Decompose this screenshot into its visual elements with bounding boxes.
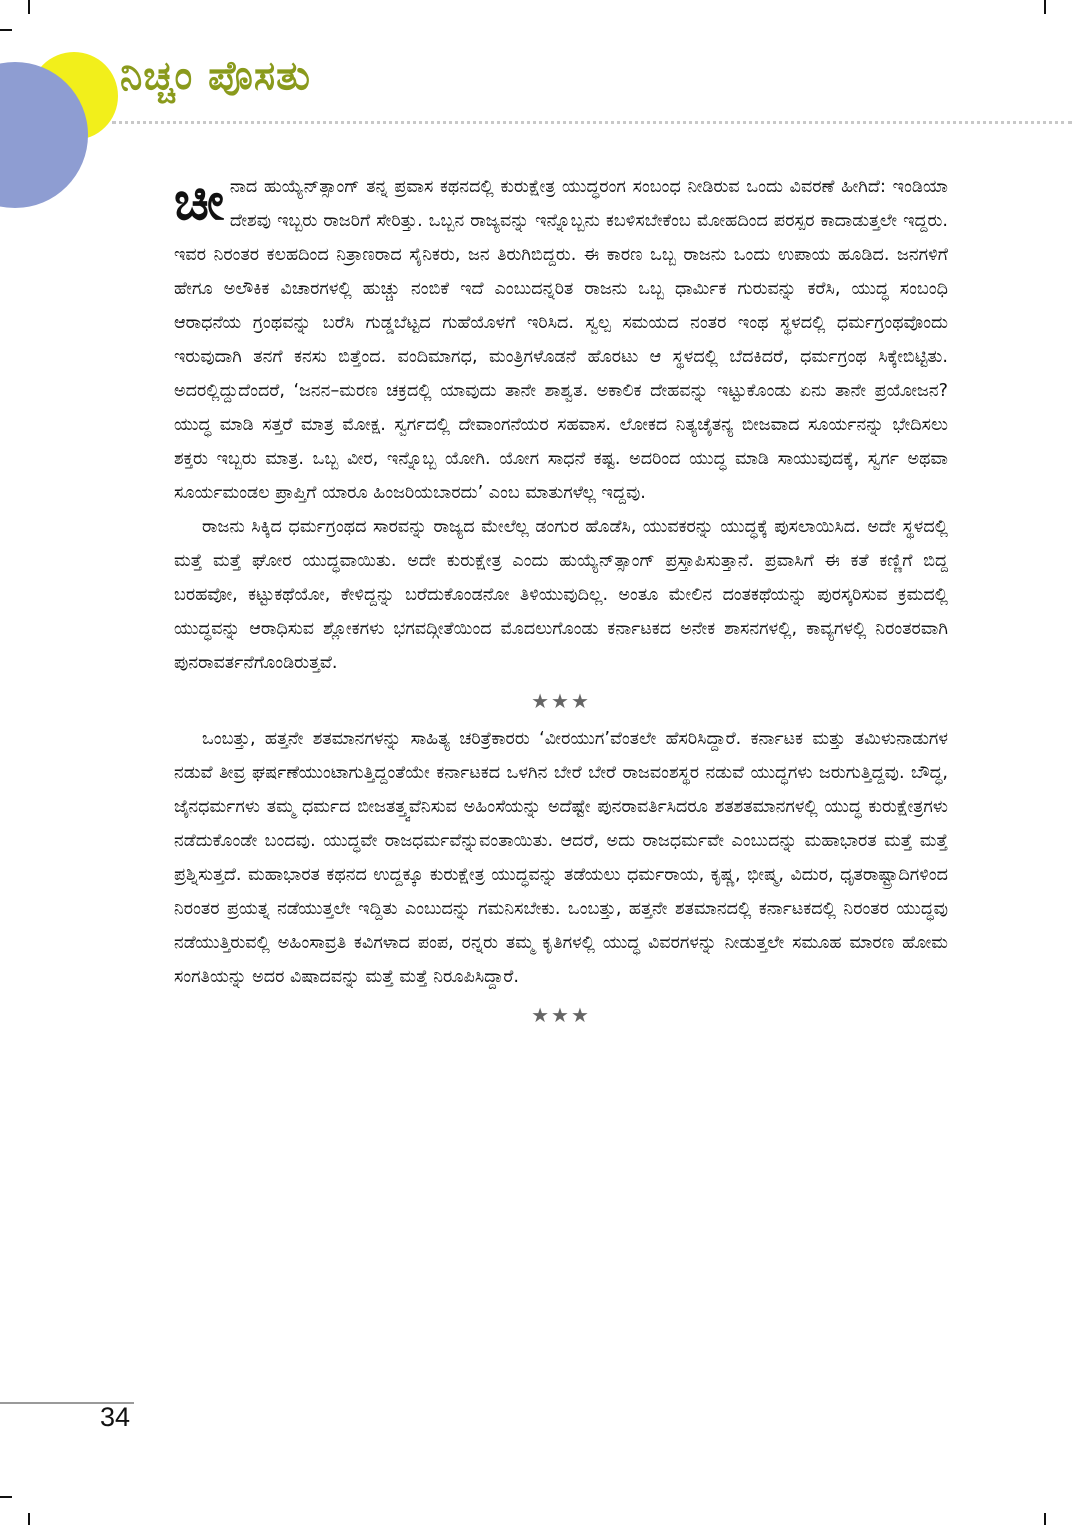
paragraph-1: [174, 170, 948, 510]
crop-mark-bottom-right: [1044, 1513, 1046, 1525]
crop-mark-top-left: [28, 0, 30, 14]
crop-mark-bottom-left: [28, 1513, 30, 1525]
crop-mark-left-lower: [0, 1496, 12, 1498]
article-body: [174, 170, 948, 1036]
section-separator-stars: ★★★: [531, 1003, 591, 1027]
crop-mark-top-right: [1044, 0, 1046, 14]
section-title: ನಿಚ್ಚಂ ಪೊಸತು: [120, 52, 312, 99]
crop-mark-left-upper: [0, 29, 12, 31]
paragraph-1-text: ನಾದ ಹುಯ್ಯೆನ್‌ತ್ಸಾಂಗ್ ತನ್ನ ಪ್ರವಾಸ ಕಥನದಲ್ಲಿ ಕುರುಕ್ಷೇತ್ರ ಯುದ್ಧರಂಗ ಸಂಬಂಧ ನೀಡಿರುವ ಒಂದು ವಿವರಣೆ ಹೀಗಿದೆ: ಇಂಡಿಯಾ ದೇಶವು ಇಬ್ಬರು ರಾಜರಿಗೆ ಸೇರಿತ್ತು. ಒಬ್ಬನ ರಾಜ್ಯವನ್ನು ಇನ್ನೊಬ್ಬನು ಕಬಳಿಸಬೇಕೆಂಬ ಮೋಹದಿಂದ ಪರಸ್ಪರ ಕಾದಾಡುತ್ತಲೇ ಇದ್ದರು. ಇವರ ನಿರಂತರ ಕಲಹದಿಂದ ನಿತ್ರಾಣರಾದ ಸೈನಿಕರು, ಜನ ತಿರುಗಿಬಿದ್ದರು. ಈ ಕಾರಣ ಒಬ್ಬ ರಾಜನು ಒಂದು ಉಪಾಯ ಹೂಡಿದ. ಜನಗಳಿಗೆ ಹೇಗೂ ಅಲೌಕಿಕ ವಿಚಾರಗಳಲ್ಲಿ ಹುಚ್ಚು ನಂಬಿಕೆ ಇದೆ ಎಂಬುದನ್ನರಿತ ರಾಜನು ಒಬ್ಬ ಧಾರ್ಮಿಕ ಗುರುವನ್ನು ಕರೆಸಿ, ಯುದ್ಧ ಸಂಬಂಧಿ ಆರಾಧನೆಯ ಗ್ರಂಥವನ್ನು ಬರೆಸಿ ಗುಡ್ಡಬೆಟ್ಟದ ಗುಹೆಯೊಳಗೆ ಇರಿಸಿದ. ಸ್ವಲ್ಪ ಸಮಯದ ನಂತರ ಇಂಥ ಸ್ಥಳದಲ್ಲಿ ಧರ್ಮಗ್ರಂಥವೊಂದು ಇರುವುದಾಗಿ ತನಗೆ ಕನಸು ಬಿತ್ತೆಂದ. ವಂದಿಮಾಗಧ, ಮಂತ್ರಿಗಳೊಡನೆ ಹೊರಟು ಆ ಸ್ಥಳದಲ್ಲಿ ಬೆದಕಿದರೆ, ಧರ್ಮಗ್ರಂಥ ಸಿಕ್ಕೇಬಿಟ್ಟಿತು. ಅದರಲ್ಲಿದ್ದುದೆಂದರೆ, ‘ಜನನ–ಮರಣ ಚಕ್ರದಲ್ಲಿ ಯಾವುದು ತಾನೇ ಶಾಶ್ವತ. ಅಕಾಲಿಕ ದೇಹವನ್ನು ಇಟ್ಟುಕೊಂಡು ಏನು ತಾನೇ ಪ್ರಯೋಜನ? ಯುದ್ಧ ಮಾಡಿ ಸತ್ತರೆ ಮಾತ್ರ ಮೋಕ್ಷ. ಸ್ವರ್ಗದಲ್ಲಿ ದೇವಾಂಗನೆಯರ ಸಹವಾಸ. ಲೋಕದ ನಿತ್ಯಚೈತನ್ಯ ಬೀಜವಾದ ಸೂರ್ಯನನ್ನು ಭೇದಿಸಲು ಶಕ್ತರು ಇಬ್ಬರು ಮಾತ್ರ. ಒಬ್ಬ ವೀರ, ಇನ್ನೊಬ್ಬ ಯೋಗಿ. ಯೋಗ ಸಾಧನೆ ಕಷ್ಟ. ಅದರಿಂದ ಯುದ್ಧ ಮಾಡಿ ಸಾಯುವುದಕ್ಕೆ, ಸ್ವರ್ಗ ಅಥವಾ ಸೂರ್ಯಮಂಡಲ ಪ್ರಾಪ್ತಿಗೆ ಯಾರೂ ಹಿಂಜರಿಯಬಾರದು’ ಎಂಬ ಮಾತುಗಳೆಲ್ಲ ಇದ್ದವು.: [174, 177, 948, 503]
drop-cap: ಚೀ: [174, 172, 224, 232]
paragraph-3: ಒಂಬತ್ತು, ಹತ್ತನೇ ಶತಮಾನಗಳನ್ನು ಸಾಹಿತ್ಯ ಚರಿತ್ರೆಕಾರರು ‘ವೀರಯುಗ’ವೆಂತಲೇ ಹೆಸರಿಸಿದ್ದಾರೆ. ಕರ್ನಾಟಕ ಮತ್ತು ತಮಿಳುನಾಡುಗಳ ನಡುವೆ ತೀವ್ರ ಘರ್ಷಣೆಯುಂಟಾಗುತ್ತಿದ್ದಂತೆಯೇ ಕರ್ನಾಟಕದ ಒಳಗಿನ ಬೇರೆ ಬೇರೆ ರಾಜವಂಶಸ್ಥರ ನಡುವೆ ಯುದ್ಧಗಳು ಜರುಗುತ್ತಿದ್ದವು. ಬೌದ್ಧ, ಜೈನಧರ್ಮಗಳು ತಮ್ಮ ಧರ್ಮದ ಬೀಜತತ್ತ್ವವೆನಿಸುವ ಅಹಿಂಸೆಯನ್ನು ಅದೆಷ್ಟೇ ಪುನರಾವರ್ತಿಸಿದರೂ ಶತಶತಮಾನಗಳಲ್ಲಿ ಯುದ್ಧ ಕುರುಕ್ಷೇತ್ರಗಳು ನಡೆದುಕೊಂಡೇ ಬಂದವು. ಯುದ್ಧವೇ ರಾಜಧರ್ಮವೆನ್ನುವಂತಾಯಿತು. ಆದರೆ, ಅದು ರಾಜಧರ್ಮವೇ ಎಂಬುದನ್ನು ಮಹಾಭಾರತ ಮತ್ತೆ ಮತ್ತೆ ಪ್ರಶ್ನಿಸುತ್ತದೆ. ಮಹಾಭಾರತ ಕಥನದ ಉದ್ದಕ್ಕೂ ಕುರುಕ್ಷೇತ್ರ ಯುದ್ಧವನ್ನು ತಡೆಯಲು ಧರ್ಮರಾಯ, ಕೃಷ್ಣ, ಭೀಷ್ಮ, ವಿದುರ, ಧೃತರಾಷ್ಟ್ರಾದಿಗಳಿಂದ ನಿರಂತರ ಪ್ರಯತ್ನ ನಡೆಯುತ್ತಲೇ ಇದ್ದಿತು ಎಂಬುದನ್ನು ಗಮನಿಸಬೇಕು. ಒಂಬತ್ತು, ಹತ್ತನೇ ಶತಮಾನದಲ್ಲಿ ಕರ್ನಾಟಕದಲ್ಲಿ ನಿರಂತರ ಯುದ್ಧವು ನಡೆಯುತ್ತಿರುವಲ್ಲಿ ಅಹಿಂಸಾವ್ರತಿ ಕವಿಗಳಾದ ಪಂಪ, ರನ್ನರು ತಮ್ಮ ಕೃತಿಗಳಲ್ಲಿ ಯುದ್ಧ ವಿವರಗಳನ್ನು ನೀಡುತ್ತಲೇ ಸಮೂಹ ಮಾರಣ ಹೋಮ ಸಂಗತಿಯನ್ನು ಅದರ ವಿಷಾದವನ್ನು ಮತ್ತೆ ಮತ್ತೆ ನಿರೂಪಿಸಿದ್ದಾರೆ.: [174, 729, 948, 987]
paragraph-2: ರಾಜನು ಸಿಕ್ಕಿದ ಧರ್ಮಗ್ರಂಥದ ಸಾರವನ್ನು ರಾಜ್ಯದ ಮೇಲೆಲ್ಲ ಡಂಗುರ ಹೊಡೆಸಿ, ಯುವಕರನ್ನು ಯುದ್ಧಕ್ಕೆ ಪುಸಲಾಯಿಸಿದ. ಅದೇ ಸ್ಥಳದಲ್ಲಿ ಮತ್ತೆ ಮತ್ತೆ ಘೋರ ಯುದ್ಧವಾಯಿತು. ಅದೇ ಕುರುಕ್ಷೇತ್ರ ಎಂದು ಹುಯ್ಯೆನ್‌ತ್ಸಾಂಗ್ ಪ್ರಸ್ತಾಪಿಸುತ್ತಾನೆ. ಪ್ರವಾಸಿಗೆ ಈ ಕತೆ ಕಣ್ಣಿಗೆ ಬಿದ್ದ ಬರಹವೋ, ಕಟ್ಟುಕಥೆಯೋ, ಕೇಳಿದ್ದನ್ನು ಬರೆದುಕೊಂಡನೋ ತಿಳಿಯುವುದಿಲ್ಲ. ಅಂತೂ ಮೇಲಿನ ದಂತಕಥೆಯನ್ನು ಪುರಸ್ಕರಿಸುವ ಕ್ರಮದಲ್ಲಿ ಯುದ್ಧವನ್ನು ಆರಾಧಿಸುವ ಶ್ಲೋಕಗಳು ಭಗವದ್ಗೀತೆಯಿಂದ ಮೊದಲುಗೊಂಡು ಕರ್ನಾಟಕದ ಅನೇಕ ಶಾಸನಗಳಲ್ಲಿ, ಕಾವ್ಯಗಳಲ್ಲಿ ನಿರಂತರವಾಗಿ ಪುನರಾವರ್ತನೆಗೊಂಡಿರುತ್ತವೆ.: [174, 517, 948, 673]
section-separator-stars: ★★★: [531, 689, 591, 713]
page-number: 34: [100, 1402, 131, 1432]
header-dotted-rule: [112, 121, 1072, 124]
